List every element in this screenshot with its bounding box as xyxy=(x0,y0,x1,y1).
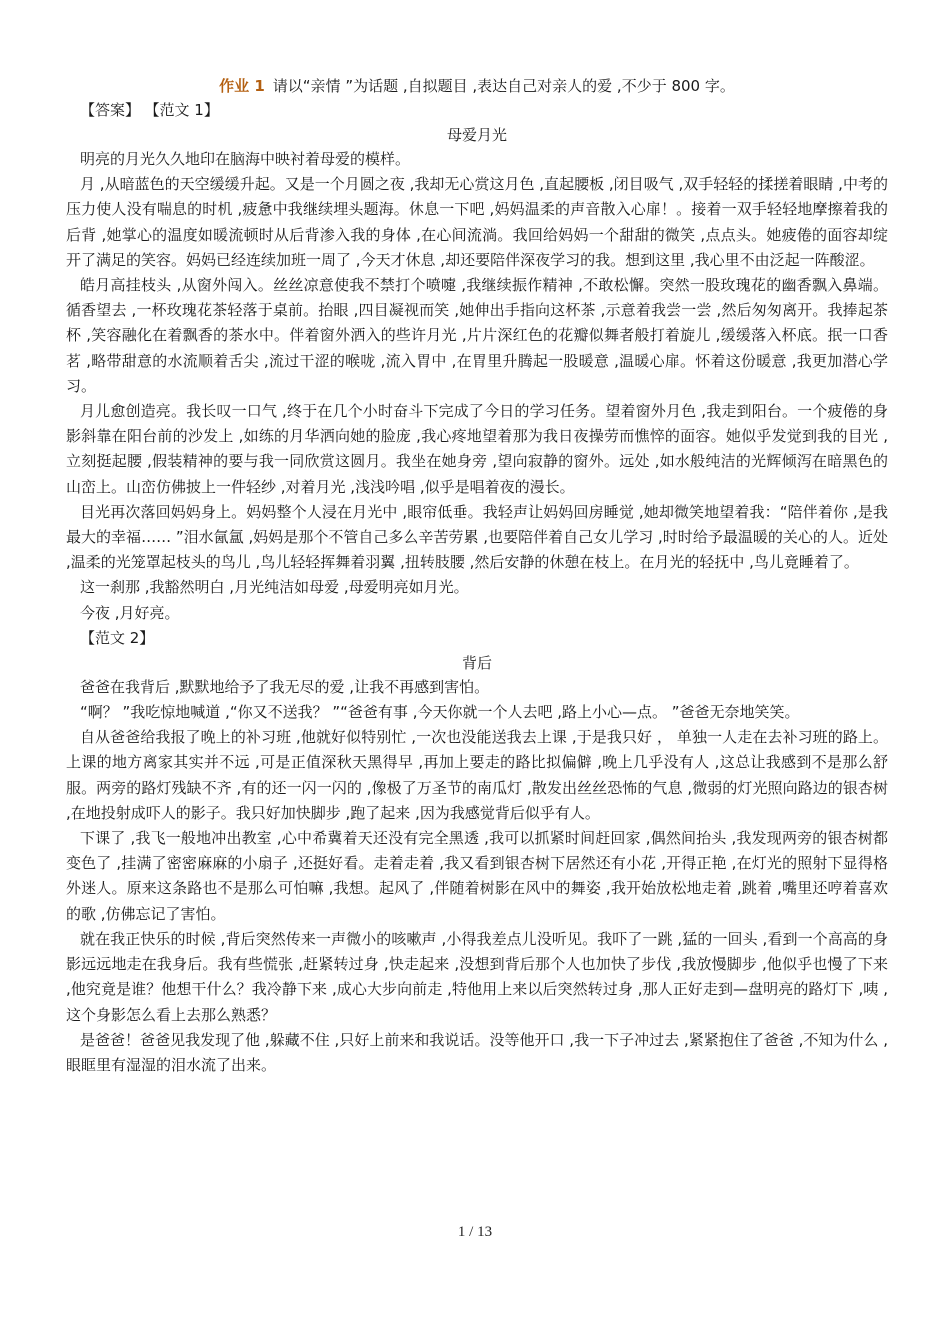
assignment-label: 作业 1 xyxy=(219,77,265,95)
answer-line xyxy=(66,98,888,122)
essay1-title: 母爱月光 xyxy=(446,126,507,144)
essay2-paragraph: 自从爸爸给我报了晚上的补习班 ,他就好似特别忙 ,一次也没能送我去上课 ,于是我只好 ， 单独一人走在去补习班的路上。上课的地方离家其实并不远 ,可是正值深秋天黑得早 ,再加上要走的路比拟偏僻 ,晚上几乎没有人 ,这总让我感到不是那么舒服。两旁的路灯残缺不齐 ,有的还一闪一闪的 ,像极了万圣节的南瓜灯 ,散发出丝丝恐怖的气息 ,微弱的灯光照向路边的银杏树 ,在地投射成吓人的影子。我只好加快脚步 ,跑了起来 ,因为我感觉背后似乎有人。 xyxy=(66,728,888,822)
essay2-paragraph: 爸爸在我背后 ,默默地给予了我无尽的爱 ,让我不再感到害怕。 xyxy=(80,677,490,696)
essay1-body xyxy=(66,147,888,626)
essay2-paragraph: 就在我正快乐的时候 ,背后突然传来一声微小的咳嗽声 ,小得我差点儿没听见。我吓了一跳 ,猛的一回头 ,看到一个高高的身影远远地走在我身后。我有些慌张 ,赶紧转过身 ,快走起来 ,没想到背后那个人也加快了步伐 ,我放慢脚步 ,他似乎也慢了下来 ,他究竟是谁？他想干什么？我冷静下来 ,成心大步向前走 ,特他用上来以后突然转过身 ,那人正好走到—盘明亮的路灯下 ,咦 ,这个身影怎么看上去那么熟悉？ xyxy=(66,929,888,1024)
answer-label: 【答案】 xyxy=(80,101,141,119)
document-page xyxy=(66,74,888,1078)
essay1-tag: 【范文 1】 xyxy=(152,101,219,119)
essay2-paragraph: “啊？ ”我吃惊地喊道 ,“你又不送我？ ”“爸爸有事 ,今天你就一个人去吧 ,路上小心—点。 ”爸爸无奈地笑笑。 xyxy=(80,703,800,722)
page-number: 1 / 13 xyxy=(457,1224,493,1240)
essay2-tag: 【范文 2】 xyxy=(80,628,155,647)
essay1-paragraph: 月儿愈创造亮。我长叹一口气 ,终于在几个小时奋斗下完成了今日的学习任务。望着窗外月色 ,我走到阳台。一个疲倦的身影斜靠在阳台前的沙发上 ,如练的月华洒向她的脸庞 ,我心疼地望着那为我日夜操劳而憔悴的面容。她似乎发觉到我的目光 ,立刻挺起腰 ,假装精神的要与我一同欣赏这圆月。我坐在她身旁 ,望向寂静的窗外。远处 ,如水般纯洁的光辉倾泻在暗黑色的山峦上。山峦仿佛披上一件轻纱 ,对着月光 ,浅浅吟唱 ,似乎是唱着夜的漫长。 xyxy=(66,402,888,496)
essay2-title: 背后 xyxy=(461,653,492,672)
essay1-paragraph: 这一刹那 ,我豁然明白 ,月光纯洁如母爱 ,母爱明亮如月光。 xyxy=(80,578,469,597)
essay1-paragraph: 皓月高挂枝头 ,从窗外闯入。丝丝凉意使我不禁打个喷嚏 ,我继续振作精神 ,不敢松懈。突然一股玫瑰花的幽香飘入鼻端。循香望去 ,一杯玫瑰花茶轻落于桌前。抬眼 ,四目凝视而笑 ,她伸出手指向这杯茶 ,示意着我尝一尝 ,然后匆匆离开。我捧起茶杯 ,笑容融化在着飘香的茶水中。伴着窗外洒入的些许月光 ,片片深红色的花瓣似舞者般打着旋儿 ,缓缓落入杯底。抿一口香茗 ,略带甜意的水流顺着舌尖 ,流过干涩的喉咙 ,流入胃中 ,在胃里升腾起一股暖意 ,温暖心扉。怀着这份暖意 ,我更加潜心学习。 xyxy=(66,276,888,395)
essay2-paragraph: 下课了 ,我飞一般地冲出教室 ,心中希冀着天还没有完全黑透 ,我可以抓紧时间赶回家 ,偶然间抬头 ,我发现两旁的银杏树都变色了 ,挂满了密密麻麻的小扇子 ,还挺好看。走着走着 ,我又看到银杏树下居然还有小花 ,开得正艳 ,在灯光的照射下显得格外迷人。原来这条路也不是那么可怕嘛 ,我想。起风了 ,伴随着树影在风中的舞姿 ,我开始放松地走着 ,跳着 ,嘴里还哼着喜欢的歌 ,仿佛忘记了害怕。 xyxy=(66,829,888,923)
essay1-paragraph: 明亮的月光久久地印在脑海中映衬着母爱的模样。 xyxy=(80,150,411,168)
assignment-prompt: 请以“亲情 ”为话题 ,自拟题目 ,表达自己对亲人的爱 ,不少于 800 字。 xyxy=(272,77,735,95)
essay1-paragraph: 月 ,从暗蓝色的天空缓缓升起。又是一个月圆之夜 ,我却无心赏这月色 ,直起腰板 ,闭目吸气 ,双手轻轻的揉搓着眼睛 ,中考的压力使人没有喘息的时机 ,疲惫中我继续埋头题海。休息一下吧 ,妈妈温柔的声音散入心扉！。接着一双手轻轻地摩擦着我的后背 ,她掌心的温度如暖流顿时从后背渗入我的身体 ,在心间流淌。我回给妈妈一个甜甜的微笑 ,点点头。她疲倦的面容却绽开了满足的笑容。妈妈已经连续加班一周了 ,今天才休息 ,却还要陪伴深夜学习的我。想到这里 ,我心里不由泛起一阵酸涩。 xyxy=(66,175,888,269)
essay2-body xyxy=(66,675,888,1078)
essay2-tag-line xyxy=(66,626,888,650)
essay1-paragraph: 目光再次落回妈妈身上。妈妈整个人浸在月光中 ,眼帘低垂。我轻声让妈妈回房睡觉 ,她却微笑地望着我：“陪伴着你 ,是我最大的幸福…… ”泪水氤氲 ,妈妈是那个不管自己多么辛苦劳累 ,也要陪伴着自己女儿学习 ,时时给予最温暖的关心的人。近处 ,温柔的光笼罩起枝头的鸟儿 ,鸟儿轻轻挥舞着羽翼 ,扭转肢腰 ,然后安静的休憩在枝上。在月光的轻抚中 ,鸟儿竟睡着了。 xyxy=(66,502,888,572)
assignment-header xyxy=(66,74,888,98)
essay1-paragraph: 今夜 ,月好亮。 xyxy=(80,603,180,622)
essay2-paragraph: 是爸爸！爸爸见我发现了他 ,躲藏不住 ,只好上前来和我说话。没等他开口 ,我一下子冲过去 ,紧紧抱住了爸爸 ,不知为什么 ,眼眶里有湿湿的泪水流了出来。 xyxy=(66,1030,888,1074)
